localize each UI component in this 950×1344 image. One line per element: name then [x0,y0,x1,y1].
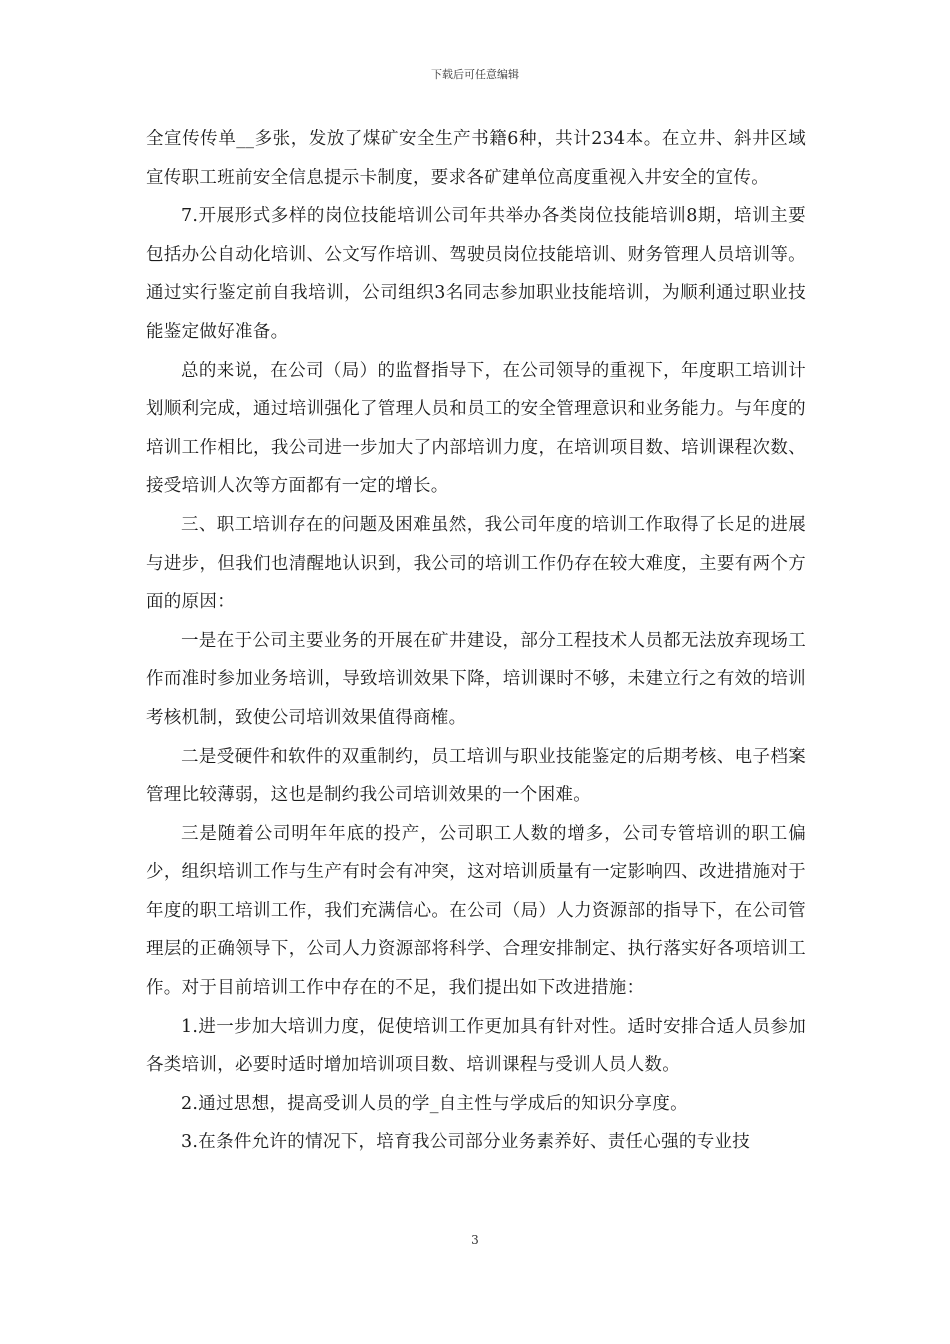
paragraph: 二是受硬件和软件的双重制约，员工培训与职业技能鉴定的后期考核、电子档案管理比较薄弱，这也是制约我公司培训效果的一个困难。 [146,746,806,806]
page-number: 3 [471,1233,479,1247]
paragraph: 3.在条件允许的情况下，培育我公司部分业务素养好、责任心强的专业技 [181,1132,751,1153]
page-header-note: 下载后可任意编辑 [431,68,519,81]
paragraph: 三、职工培训存在的问题及困难虽然，我公司年度的培训工作取得了长足的进展与进步，但我们也清醒地认识到，我公司的培训工作仍存在较大难度，主要有两个方面的原因： [146,514,806,613]
paragraph: 三是随着公司明年年底的投产，公司职工人数的增多，公司专管培训的职工偏少，组织培训工作与生产有时会有冲突，这对培训质量有一定影响四、改进措施对于年度的职工培训工作，我们充满信心。在公司（局）人力资源部的指导下，在公司管理层的正确领导下，公司人力资源部将科学、合理安排制定、执行落实好各项培训工作。对于目前培训工作中存在的不足，我们提出如下改进措施： [146,823,806,999]
paragraph: 全宣传传单__多张，发放了煤矿安全生产书籍6种，共计234本。在立井、斜井区域宣传职工班前安全信息提示卡制度，要求各矿建单位高度重视入井安全的宣传。 [146,129,806,188]
paragraph: 一是在于公司主要业务的开展在矿井建设，部分工程技术人员都无法放弃现场工作而准时参加业务培训，导致培训效果下降，培训课时不够，未建立行之有效的培训考核机制，致使公司培训效果值得商榷。 [146,630,806,728]
document-body [146,120,806,1162]
paragraph: 7.开展形式多样的岗位技能培训公司年共举办各类岗位技能培训8期，培训主要包括办公自动化培训、公文写作培训、驾驶员岗位技能培训、财务管理人员培训等。通过实行鉴定前自我培训，公司组织3名同志参加职业技能培训，为顺利通过职业技能鉴定做好准备。 [146,206,806,342]
paragraph: 总的来说，在公司（局）的监督指导下，在公司领导的重视下，年度职工培训计划顺利完成，通过培训强化了管理人员和员工的安全管理意识和业务能力。与年度的培训工作相比，我公司进一步加大了内部培训力度，在培训项目数、培训课程次数、接受培训人次等方面都有一定的增长。 [146,360,806,497]
paragraph: 1.进一步加大培训力度，促使培训工作更加具有针对性。适时安排合适人员参加各类培训，必要时适时增加培训项目数、培训课程与受训人员人数。 [146,1016,806,1076]
paragraph: 2.通过思想，提高受训人员的学_自主性与学成后的知识分享度。 [181,1093,688,1114]
